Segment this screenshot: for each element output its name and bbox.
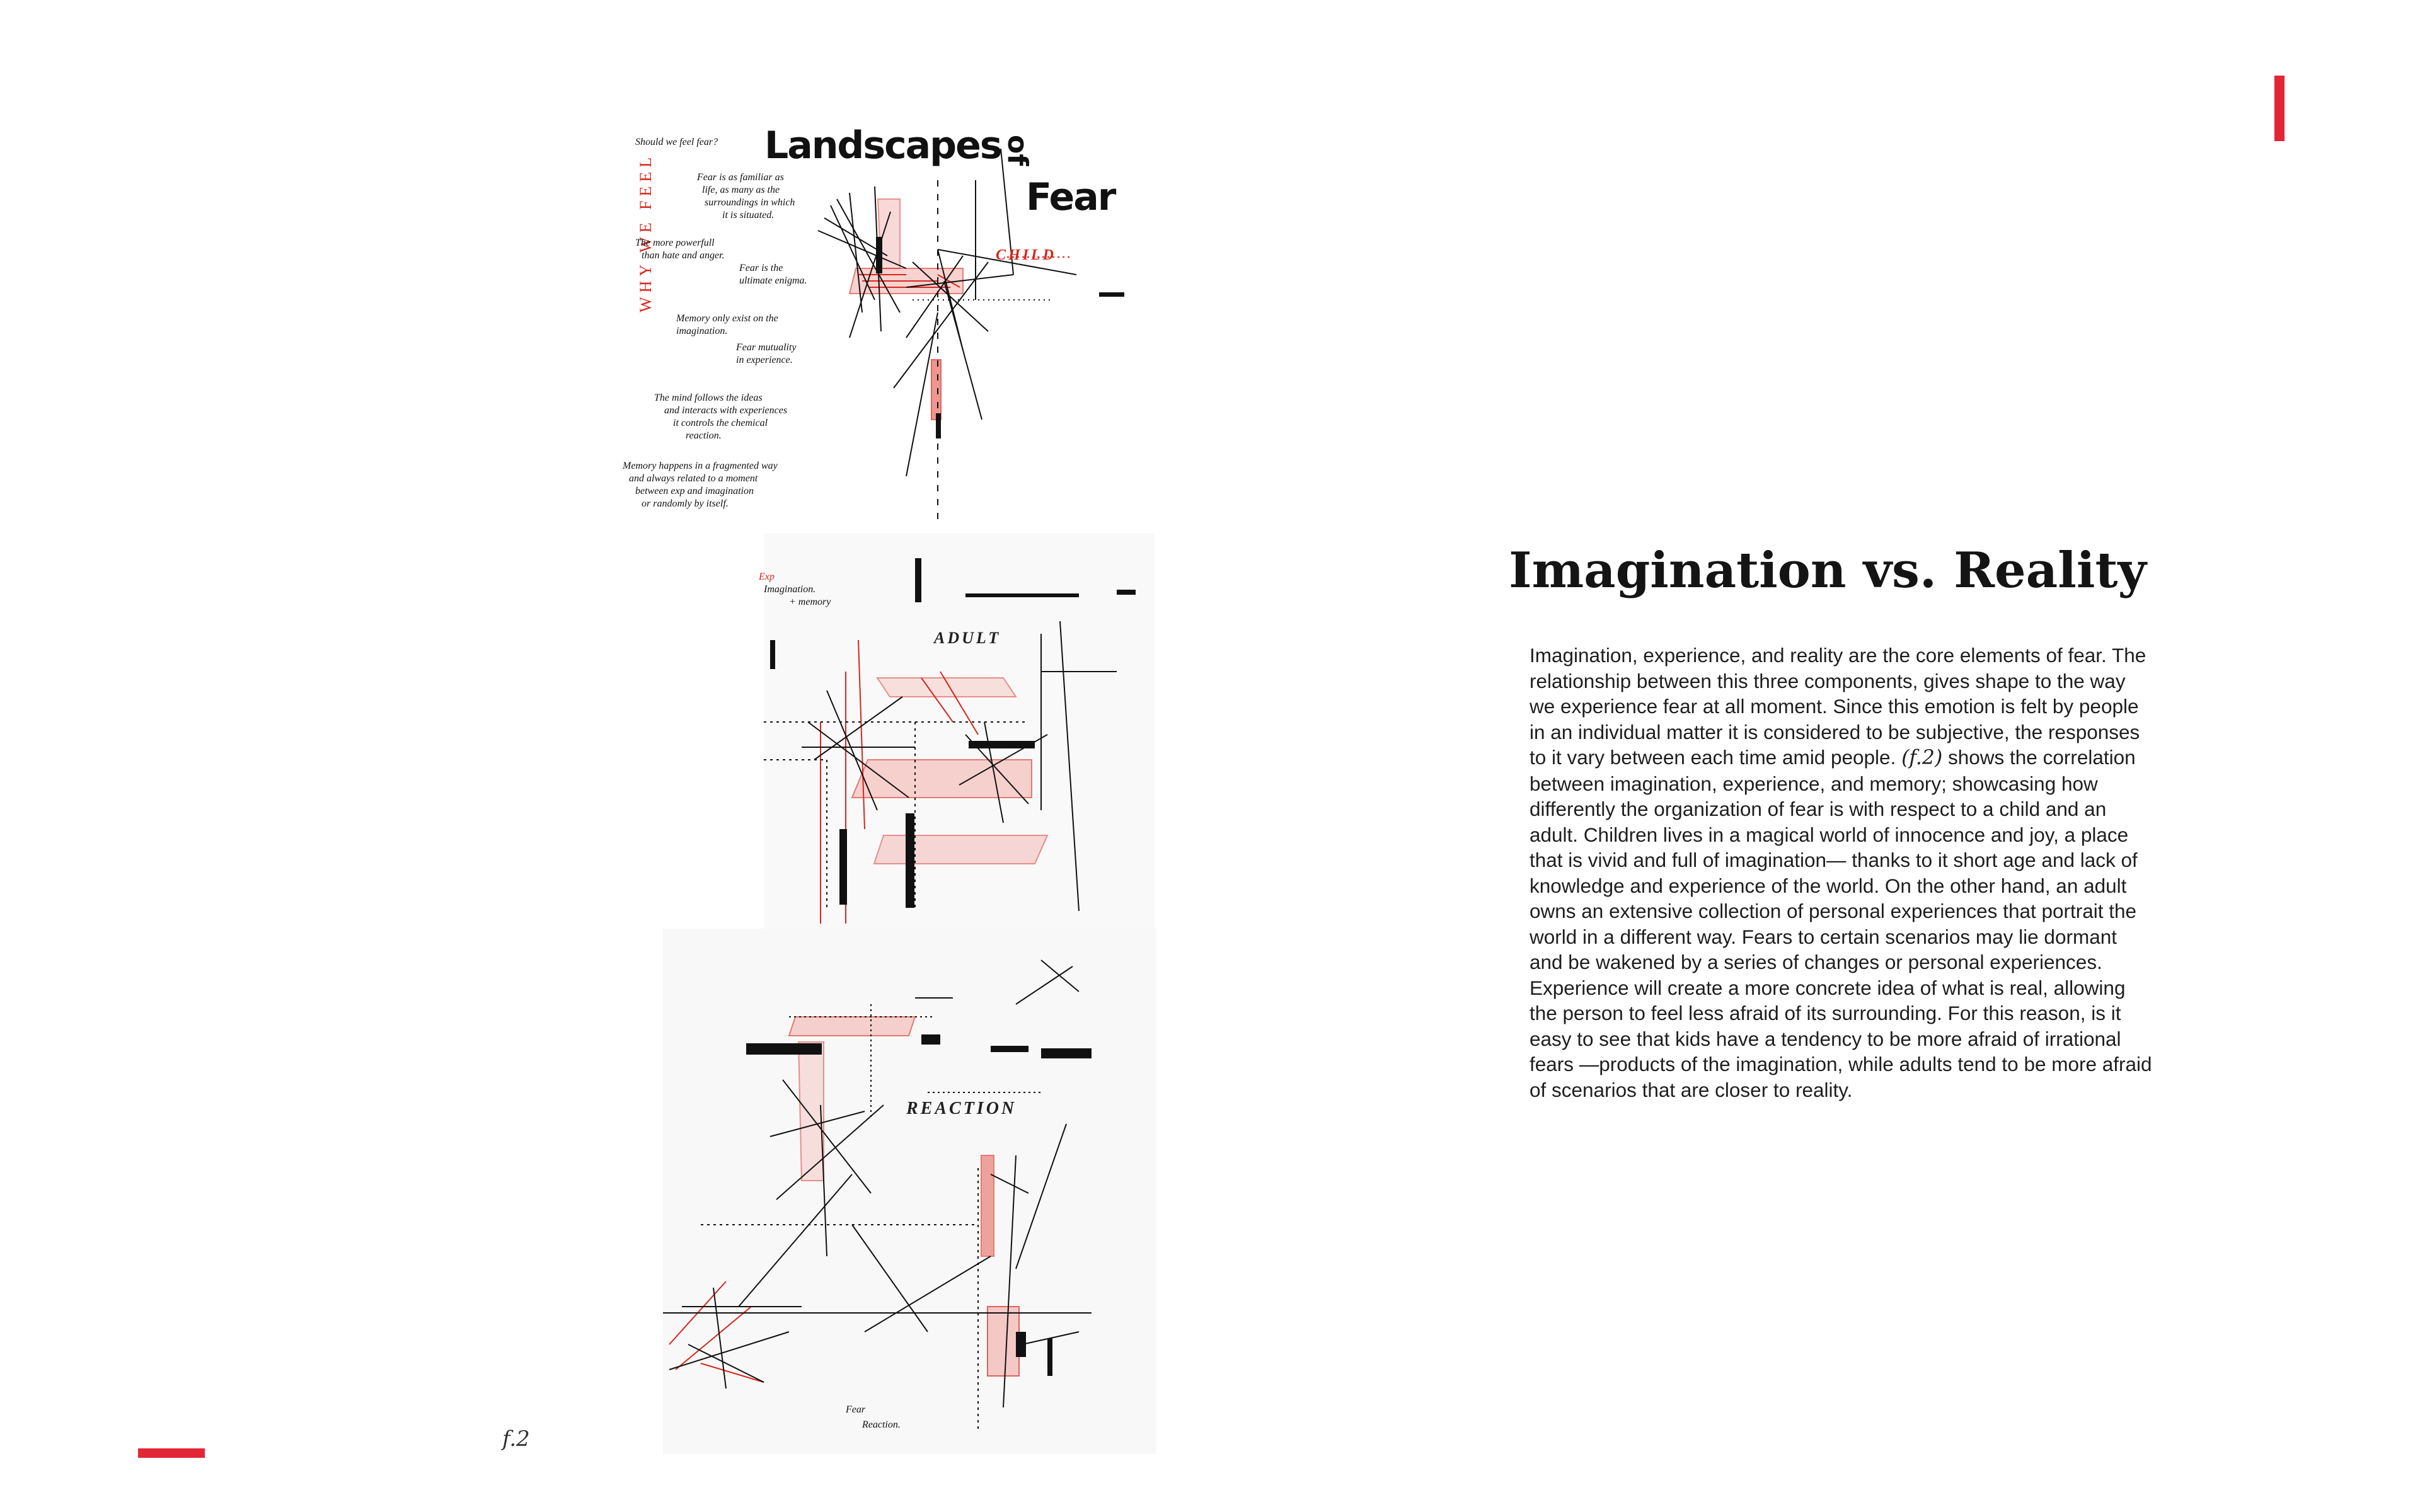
sketch-note: than hate and anger. [642, 250, 725, 261]
accent-bar-top [2274, 76, 2285, 141]
sketch-note: Reaction. [862, 1419, 901, 1430]
sketch-note: reaction. [686, 430, 722, 441]
sketch-note: life, as many as the [702, 185, 780, 195]
sketch-title-fear: Fear [1026, 175, 1115, 219]
sketch-bottom-drawing [663, 929, 1156, 1454]
sketch-note: imagination. [676, 326, 728, 336]
sketch-adult [759, 533, 1155, 929]
sketch-note: or randomly by itself. [642, 498, 729, 509]
article-body-text: shows the correlation between imagination, experience, and memory; showcasing how differently the organization of fear is with respect to a child and an adult. Children lives in a magical world of innocence and joy, a place that is vivid and full of imagination— thanks to it short age and lack of knowledge and experience of the world. On the other hand, an adult owns an extensive collection of personal experiences that portrait the world in a different way. Fears to certain scenarios may lie dormant and be wakened by a series of changes or personal experiences. Experience will create a more concrete idea of what is real, allowing the person to feel less afraid of its surrounding. For this reason, is it easy to see that kids have a tendency to be more afraid of irrational fears —products of the imagination, while adults tend to be more afraid of scenarios that are closer to reality. [1530, 746, 2152, 1101]
sketch-note: surroundings in which [705, 197, 795, 208]
sketch-note: it is situated. [722, 210, 775, 220]
sketch-note: Fear [846, 1404, 866, 1415]
sketch-label-adult: ADULT [934, 629, 1001, 647]
sketch-note: The mind follows the ideas [654, 392, 763, 403]
sketch-note: Fear mutuality [736, 342, 797, 353]
sketch-middle-drawing [764, 533, 1155, 929]
sketch-note: and interacts with experiences [664, 405, 788, 416]
article-body [1530, 643, 2153, 1102]
sketch-note: in experience. [736, 355, 793, 365]
sketch-note: Fear is the [739, 263, 783, 273]
sketch-note: between exp and imagination [635, 486, 754, 496]
sketch-note: Fear is as familiar as [697, 172, 784, 183]
figure-reference: (f.2) [1901, 747, 1943, 769]
sketch-note: and always related to a moment [629, 473, 758, 484]
article-body-text: Imagination, experience, and reality are the core elements of fear. The relationship between this three components, gives shape to the way we experience fear at all moment. Since this emotion is felt by people in an individual matter it is considered to be subjective, the responses to it vary between each time amid people. [1530, 644, 2146, 769]
sketch-note: Memory only exist on the [676, 313, 778, 324]
sketch-note: Memory happens in a fragmented way [623, 461, 778, 471]
sketch-label-child: CHILD [996, 247, 1057, 263]
sketch-reaction [663, 929, 1156, 1454]
sketch-note: + memory [789, 597, 831, 607]
sketch-label-why-we-feel: WHY WE FEEL [637, 152, 655, 312]
sketch-note: it controls the chemical [673, 418, 768, 428]
sketch-note: Exp [759, 571, 775, 582]
article-heading: Imagination vs. Reality [1509, 542, 2146, 599]
sketch-landscapes-of-fear [610, 123, 1128, 547]
accent-bar-bottom [138, 1448, 205, 1458]
sketch-note: ultimate enigma. [739, 275, 807, 286]
figure-caption: f.2 [502, 1426, 530, 1452]
sketch-title-of: of [1001, 135, 1034, 166]
sketch-label-reaction: REACTION [906, 1099, 1017, 1118]
sketch-note: Imagination. [764, 584, 816, 595]
sketch-title-landscapes: Landscapes [764, 123, 1001, 168]
sketch-note: The more powerfull [635, 238, 715, 248]
sketch-note: Should we feel fear? [635, 137, 718, 147]
